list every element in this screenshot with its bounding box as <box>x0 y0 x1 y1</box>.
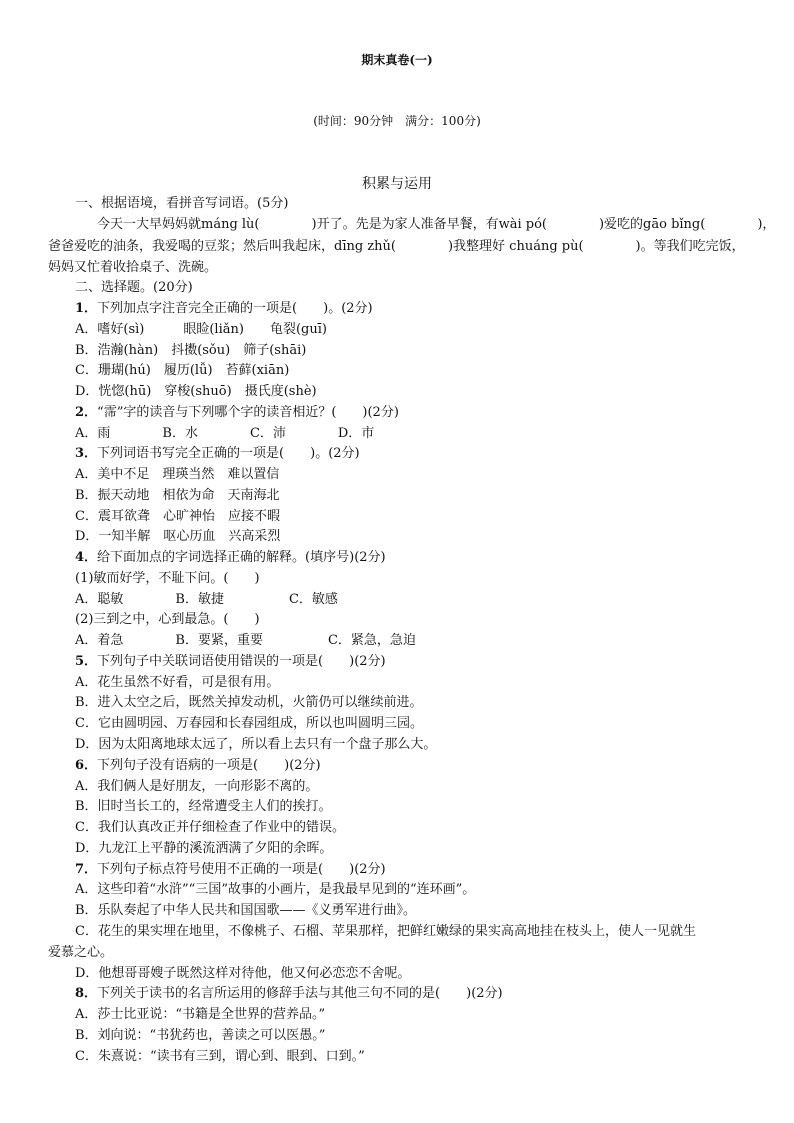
option-c: C．震耳欲聋 心旷神怡 应接不暇 <box>75 509 280 524</box>
options-row: A．着急 B．要紧，重要 C．紧急，急迫 <box>75 633 416 648</box>
part1-paragraph-line: 今天一大早妈妈就máng lù( )开了。先是为家人准备早餐，有wài pó( )爱吃的gāo bǐng( )， <box>97 217 776 232</box>
option-a: A．这些印着“水浒”“三国”故事的小画片，是我最早见到的“连环画”。 <box>75 882 476 897</box>
question-3 <box>75 444 360 464</box>
question-8 <box>75 984 503 1004</box>
question-stem: 下列加点字注音完全正确的一项是( )。(2分) <box>97 301 373 316</box>
sub-question-2: (2)三到之中，心到最急。( ) <box>75 612 260 627</box>
question-stem: 给下面加点的字词选择正确的解释。(填序号)(2分) <box>97 550 386 565</box>
question-number: 6． <box>75 758 98 773</box>
question-number: 5． <box>75 654 98 669</box>
option-b: B．旧时当长工的，经常遭受主人们的挨打。 <box>75 799 332 814</box>
option-a: A．花生虽然不好看，可是很有用。 <box>75 675 280 690</box>
option-b: B．浩瀚(hàn) 抖擞(sǒu) 筛子(shāi) <box>75 343 307 358</box>
part1-paragraph-line: 妈妈又忙着收拾桌子、洗碗。 <box>48 260 218 275</box>
exam-time-info: (时间：90分钟 满分：100分) <box>313 114 481 128</box>
question-1 <box>75 299 373 319</box>
option-c: C．花生的果实埋在地里，不像桃子、石榴、苹果那样，把鲜红嫩绿的果实高高地挂在枝头上，使人一见就生 <box>75 924 696 939</box>
question-stem: 下列句子中关联词语使用错误的一项是( )(2分) <box>97 654 386 669</box>
option-c-continued: 爱慕之心。 <box>48 945 114 960</box>
option-c: C．我们认真改正并仔细检查了作业中的错误。 <box>75 820 345 835</box>
question-stem: 下列关于读书的名言所运用的修辞手法与其他三句不同的是( )(2分) <box>97 986 503 1001</box>
part1-paragraph-line: 爸爸爱吃的油条，我爱喝的豆浆；然后叫我起床，dīng zhǔ( )我整理好 chuáng pù( )。等我们吃完饭， <box>48 239 745 254</box>
question-number: 4． <box>75 550 98 565</box>
option-d: D．一知半解 呕心历血 兴高采烈 <box>75 529 281 544</box>
sub-question-1: (1)敏而好学，不耻下问。( ) <box>75 571 260 586</box>
question-7 <box>75 860 386 880</box>
option-a: A．我们俩人是好朋友，一向形影不离的。 <box>75 779 319 794</box>
part2-heading: 二、选择题。(20分) <box>75 280 193 295</box>
option-b: B．刘向说：“书犹药也，善读之可以医愚。” <box>75 1028 326 1043</box>
question-number: 2． <box>75 405 98 420</box>
option-d: D．他想哥哥嫂子既然这样对待他，他又何必恋恋不舍呢。 <box>75 966 411 981</box>
option-b: B．振天动地 相依为命 天南海北 <box>75 488 280 503</box>
option-b: B．进入太空之后，既然关掉发动机，火箭仍可以继续前进。 <box>75 695 423 710</box>
option-b: B．乐队奏起了中华人民共和国国歌——《义勇军进行曲》。 <box>75 903 417 918</box>
question-6 <box>75 756 321 776</box>
question-4 <box>75 548 386 568</box>
option-c: C．珊瑚(hú) 履历(lǚ) 苔藓(xiān) <box>75 363 290 378</box>
option-c: C．它由圆明园、万春园和长春园组成，所以也叫圆明三园。 <box>75 716 423 731</box>
question-5 <box>75 652 386 672</box>
question-stem: “霈”字的读音与下列哪个字的读音相近？( )(2分) <box>97 405 399 420</box>
exam-title: 期末真卷(一) <box>361 53 433 67</box>
option-c: C．朱熹说：“读书有三到，谓心到、眼到、口到。” <box>75 1049 365 1064</box>
question-stem: 下列句子标点符号使用不正确的一项是( )(2分) <box>97 862 386 877</box>
section-title: 积累与运用 <box>362 176 432 192</box>
option-a: A．美中不足 理瑛当然 难以置信 <box>75 467 280 482</box>
question-2 <box>75 403 399 423</box>
question-number: 8． <box>75 986 98 1001</box>
option-a: A．嗜好(sì) 眼睑(liǎn) 龟裂(guī) <box>75 322 327 337</box>
question-number: 3． <box>75 446 98 461</box>
option-a: A．莎士比亚说：“书籍是全世界的营养品。” <box>75 1007 326 1022</box>
option-d: D．九龙江上平静的溪流洒满了夕阳的余晖。 <box>75 841 333 856</box>
option-d: D．恍惚(hū) 穿梭(shuō) 摄氏度(shè) <box>75 384 317 399</box>
options-row: A．聪敏 B．敏捷 C．敏感 <box>75 592 338 607</box>
question-stem: 下列词语书写完全正确的一项是( )。(2分) <box>97 446 360 461</box>
question-stem: 下列句子没有语病的一项是( )(2分) <box>97 758 321 773</box>
question-number: 1． <box>75 301 98 316</box>
question-number: 7． <box>75 862 98 877</box>
part1-heading: 一、根据语境，看拼音写词语。(5分) <box>75 196 289 211</box>
options-row: A．雨 B．水 C．沛 D．市 <box>75 426 375 441</box>
option-d: D．因为太阳离地球太远了，所以看上去只有一个盘子那么大。 <box>75 737 437 752</box>
